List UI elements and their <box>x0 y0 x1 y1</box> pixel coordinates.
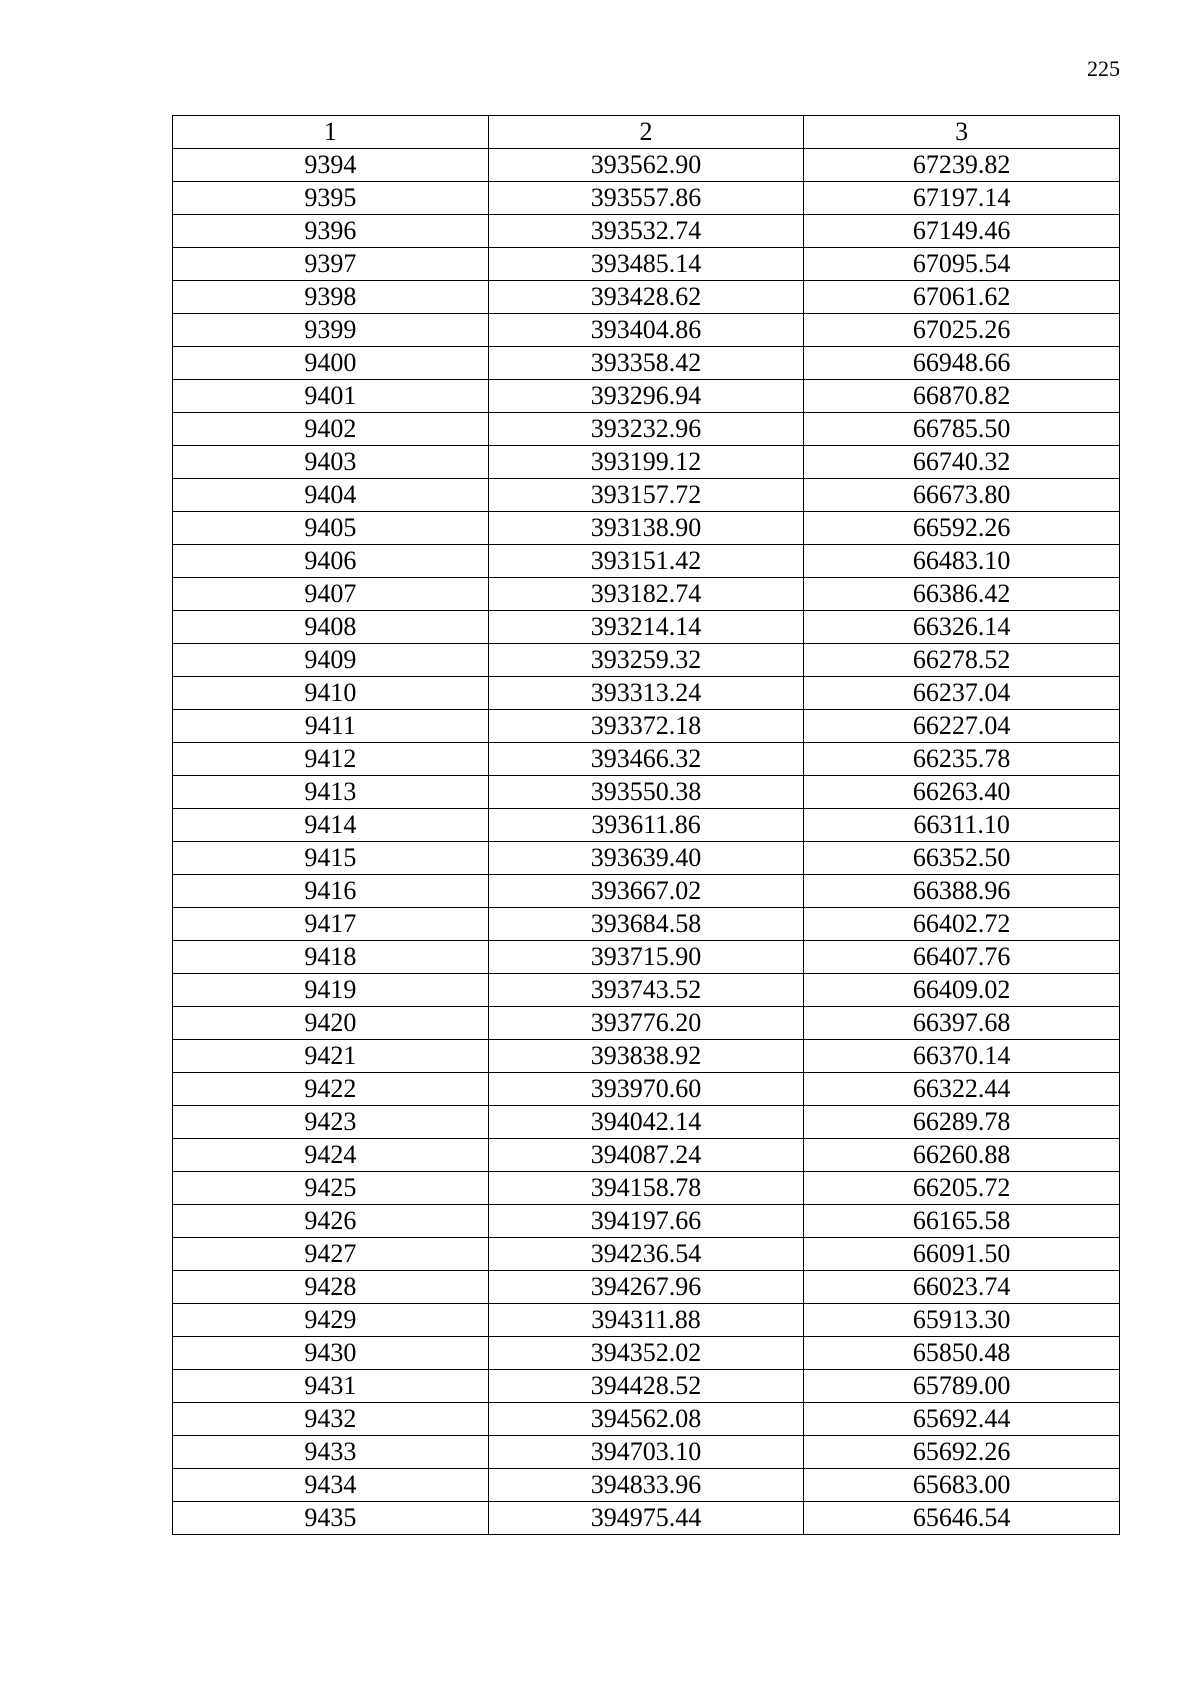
x-coordinate-cell: 393532.74 <box>488 215 804 248</box>
table-row <box>173 644 1120 677</box>
x-coordinate-cell: 393151.42 <box>488 545 804 578</box>
x-coordinate-cell: 393776.20 <box>488 1007 804 1040</box>
point-number-cell: 9396 <box>173 215 489 248</box>
x-coordinate-cell: 394236.54 <box>488 1238 804 1271</box>
table-row <box>173 512 1120 545</box>
table-row <box>173 1337 1120 1370</box>
x-coordinate-cell: 393214.14 <box>488 611 804 644</box>
point-number-cell: 9402 <box>173 413 489 446</box>
table-row <box>173 380 1120 413</box>
point-number-cell: 9432 <box>173 1403 489 1436</box>
y-coordinate-cell: 65692.26 <box>804 1436 1120 1469</box>
x-coordinate-cell: 394311.88 <box>488 1304 804 1337</box>
table-row <box>173 479 1120 512</box>
y-coordinate-cell: 66948.66 <box>804 347 1120 380</box>
point-number-cell: 9401 <box>173 380 489 413</box>
table-row <box>173 578 1120 611</box>
point-number-cell: 9419 <box>173 974 489 1007</box>
x-coordinate-cell: 393466.32 <box>488 743 804 776</box>
point-number-cell: 9399 <box>173 314 489 347</box>
x-coordinate-cell: 394562.08 <box>488 1403 804 1436</box>
point-number-cell: 9406 <box>173 545 489 578</box>
y-coordinate-cell: 66289.78 <box>804 1106 1120 1139</box>
point-number-cell: 9397 <box>173 248 489 281</box>
y-coordinate-cell: 66402.72 <box>804 908 1120 941</box>
x-coordinate-cell: 393404.86 <box>488 314 804 347</box>
y-coordinate-cell: 65692.44 <box>804 1403 1120 1436</box>
point-number-cell: 9407 <box>173 578 489 611</box>
point-number-cell: 9404 <box>173 479 489 512</box>
x-coordinate-cell: 393562.90 <box>488 149 804 182</box>
y-coordinate-cell: 66311.10 <box>804 809 1120 842</box>
table-row <box>173 1007 1120 1040</box>
x-coordinate-cell: 394197.66 <box>488 1205 804 1238</box>
table-header <box>173 116 1120 149</box>
table-row <box>173 347 1120 380</box>
x-coordinate-cell: 394352.02 <box>488 1337 804 1370</box>
point-number-cell: 9421 <box>173 1040 489 1073</box>
x-coordinate-cell: 393485.14 <box>488 248 804 281</box>
table-row <box>173 1106 1120 1139</box>
table-row <box>173 1073 1120 1106</box>
table-row <box>173 182 1120 215</box>
table-row <box>173 842 1120 875</box>
point-number-cell: 9435 <box>173 1502 489 1535</box>
y-coordinate-cell: 66235.78 <box>804 743 1120 776</box>
table-row <box>173 941 1120 974</box>
x-coordinate-cell: 394428.52 <box>488 1370 804 1403</box>
table-row <box>173 215 1120 248</box>
point-number-cell: 9412 <box>173 743 489 776</box>
table-row <box>173 908 1120 941</box>
column-header-2: 2 <box>488 116 804 149</box>
header-row <box>173 116 1120 149</box>
point-number-cell: 9418 <box>173 941 489 974</box>
point-number-cell: 9403 <box>173 446 489 479</box>
table-row <box>173 1205 1120 1238</box>
point-number-cell: 9411 <box>173 710 489 743</box>
table-row <box>173 974 1120 1007</box>
y-coordinate-cell: 66407.76 <box>804 941 1120 974</box>
point-number-cell: 9395 <box>173 182 489 215</box>
y-coordinate-cell: 66091.50 <box>804 1238 1120 1271</box>
y-coordinate-cell: 66278.52 <box>804 644 1120 677</box>
point-number-cell: 9420 <box>173 1007 489 1040</box>
point-number-cell: 9422 <box>173 1073 489 1106</box>
x-coordinate-cell: 393639.40 <box>488 842 804 875</box>
y-coordinate-cell: 66237.04 <box>804 677 1120 710</box>
x-coordinate-cell: 393358.42 <box>488 347 804 380</box>
y-coordinate-cell: 66673.80 <box>804 479 1120 512</box>
table-row <box>173 1172 1120 1205</box>
y-coordinate-cell: 66386.42 <box>804 578 1120 611</box>
y-coordinate-cell: 65913.30 <box>804 1304 1120 1337</box>
y-coordinate-cell: 66227.04 <box>804 710 1120 743</box>
table-row <box>173 875 1120 908</box>
y-coordinate-cell: 67149.46 <box>804 215 1120 248</box>
table-row <box>173 1502 1120 1535</box>
x-coordinate-cell: 393557.86 <box>488 182 804 215</box>
point-number-cell: 9431 <box>173 1370 489 1403</box>
y-coordinate-cell: 66322.44 <box>804 1073 1120 1106</box>
y-coordinate-cell: 66263.40 <box>804 776 1120 809</box>
x-coordinate-cell: 393313.24 <box>488 677 804 710</box>
point-number-cell: 9417 <box>173 908 489 941</box>
point-number-cell: 9416 <box>173 875 489 908</box>
x-coordinate-cell: 394042.14 <box>488 1106 804 1139</box>
coordinates-table <box>172 115 1120 1535</box>
page-number: 225 <box>1087 56 1120 81</box>
table-row <box>173 149 1120 182</box>
table-row <box>173 776 1120 809</box>
x-coordinate-cell: 393372.18 <box>488 710 804 743</box>
x-coordinate-cell: 394975.44 <box>488 1502 804 1535</box>
y-coordinate-cell: 66260.88 <box>804 1139 1120 1172</box>
table-body <box>173 149 1120 1535</box>
point-number-cell: 9408 <box>173 611 489 644</box>
y-coordinate-cell: 65683.00 <box>804 1469 1120 1502</box>
table-row <box>173 248 1120 281</box>
x-coordinate-cell: 393611.86 <box>488 809 804 842</box>
point-number-cell: 9425 <box>173 1172 489 1205</box>
table-row <box>173 677 1120 710</box>
table-row <box>173 1271 1120 1304</box>
point-number-cell: 9429 <box>173 1304 489 1337</box>
y-coordinate-cell: 66483.10 <box>804 545 1120 578</box>
y-coordinate-cell: 66205.72 <box>804 1172 1120 1205</box>
point-number-cell: 9414 <box>173 809 489 842</box>
table-row <box>173 1238 1120 1271</box>
x-coordinate-cell: 394267.96 <box>488 1271 804 1304</box>
table-row <box>173 545 1120 578</box>
table-row <box>173 611 1120 644</box>
x-coordinate-cell: 393157.72 <box>488 479 804 512</box>
point-number-cell: 9400 <box>173 347 489 380</box>
y-coordinate-cell: 65646.54 <box>804 1502 1120 1535</box>
point-number-cell: 9409 <box>173 644 489 677</box>
table-row <box>173 413 1120 446</box>
point-number-cell: 9433 <box>173 1436 489 1469</box>
y-coordinate-cell: 66388.96 <box>804 875 1120 908</box>
x-coordinate-cell: 393428.62 <box>488 281 804 314</box>
x-coordinate-cell: 393550.38 <box>488 776 804 809</box>
y-coordinate-cell: 66740.32 <box>804 446 1120 479</box>
column-header-3: 3 <box>804 116 1120 149</box>
y-coordinate-cell: 67061.62 <box>804 281 1120 314</box>
y-coordinate-cell: 66409.02 <box>804 974 1120 1007</box>
table-row <box>173 743 1120 776</box>
column-header-1: 1 <box>173 116 489 149</box>
point-number-cell: 9428 <box>173 1271 489 1304</box>
x-coordinate-cell: 393138.90 <box>488 512 804 545</box>
y-coordinate-cell: 65850.48 <box>804 1337 1120 1370</box>
point-number-cell: 9423 <box>173 1106 489 1139</box>
table-row <box>173 1403 1120 1436</box>
point-number-cell: 9410 <box>173 677 489 710</box>
point-number-cell: 9394 <box>173 149 489 182</box>
point-number-cell: 9405 <box>173 512 489 545</box>
y-coordinate-cell: 66165.58 <box>804 1205 1120 1238</box>
point-number-cell: 9426 <box>173 1205 489 1238</box>
x-coordinate-cell: 393232.96 <box>488 413 804 446</box>
x-coordinate-cell: 393715.90 <box>488 941 804 974</box>
x-coordinate-cell: 393743.52 <box>488 974 804 1007</box>
table-row <box>173 1040 1120 1073</box>
y-coordinate-cell: 66326.14 <box>804 611 1120 644</box>
y-coordinate-cell: 67025.26 <box>804 314 1120 347</box>
x-coordinate-cell: 394087.24 <box>488 1139 804 1172</box>
table-row <box>173 710 1120 743</box>
x-coordinate-cell: 393970.60 <box>488 1073 804 1106</box>
x-coordinate-cell: 393199.12 <box>488 446 804 479</box>
x-coordinate-cell: 393259.32 <box>488 644 804 677</box>
y-coordinate-cell: 66352.50 <box>804 842 1120 875</box>
y-coordinate-cell: 66592.26 <box>804 512 1120 545</box>
y-coordinate-cell: 66870.82 <box>804 380 1120 413</box>
table-row <box>173 809 1120 842</box>
y-coordinate-cell: 65789.00 <box>804 1370 1120 1403</box>
point-number-cell: 9398 <box>173 281 489 314</box>
x-coordinate-cell: 394158.78 <box>488 1172 804 1205</box>
table-row <box>173 1370 1120 1403</box>
y-coordinate-cell: 66397.68 <box>804 1007 1120 1040</box>
y-coordinate-cell: 67197.14 <box>804 182 1120 215</box>
point-number-cell: 9430 <box>173 1337 489 1370</box>
table-row <box>173 1139 1120 1172</box>
table-row <box>173 1436 1120 1469</box>
x-coordinate-cell: 393667.02 <box>488 875 804 908</box>
table-row <box>173 1469 1120 1502</box>
table-row <box>173 1304 1120 1337</box>
point-number-cell: 9434 <box>173 1469 489 1502</box>
point-number-cell: 9427 <box>173 1238 489 1271</box>
point-number-cell: 9413 <box>173 776 489 809</box>
y-coordinate-cell: 66785.50 <box>804 413 1120 446</box>
y-coordinate-cell: 67095.54 <box>804 248 1120 281</box>
table-row <box>173 446 1120 479</box>
y-coordinate-cell: 67239.82 <box>804 149 1120 182</box>
table-row <box>173 314 1120 347</box>
x-coordinate-cell: 393838.92 <box>488 1040 804 1073</box>
x-coordinate-cell: 393684.58 <box>488 908 804 941</box>
x-coordinate-cell: 393182.74 <box>488 578 804 611</box>
x-coordinate-cell: 393296.94 <box>488 380 804 413</box>
point-number-cell: 9424 <box>173 1139 489 1172</box>
x-coordinate-cell: 394833.96 <box>488 1469 804 1502</box>
y-coordinate-cell: 66370.14 <box>804 1040 1120 1073</box>
x-coordinate-cell: 394703.10 <box>488 1436 804 1469</box>
y-coordinate-cell: 66023.74 <box>804 1271 1120 1304</box>
point-number-cell: 9415 <box>173 842 489 875</box>
table-row <box>173 281 1120 314</box>
